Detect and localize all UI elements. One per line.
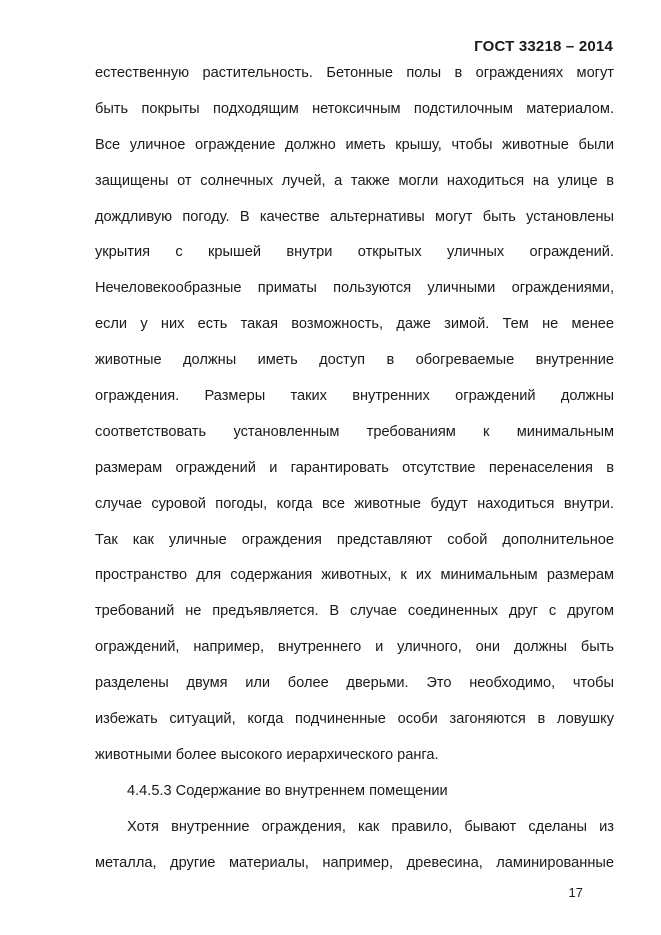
body-line: Все уличное ограждение должно иметь крышу, чтобы животные были xyxy=(95,136,614,153)
body-line: ограждений, например, внутреннего и уличного, они должны быть xyxy=(95,639,614,656)
page-number: 17 xyxy=(568,885,583,900)
body-line: быть покрыты подходящим нетоксичным подстилочным материалом. xyxy=(95,100,614,117)
body-line: если у них есть такая возможность, даже зимой. Тем не менее xyxy=(95,316,614,333)
body-line: Так как уличные ограждения представляют собой дополнительное xyxy=(95,531,614,548)
body-line: разделены двумя или более дверьми. Это необходимо, чтобы xyxy=(95,675,614,692)
body-line: требований не предъявляется. В случае соединенных друг с другом xyxy=(95,603,614,620)
body-line: естественную растительность. Бетонные полы в ограждениях могут xyxy=(95,65,614,81)
body-line: случае суровой погоды, когда все животные будут находиться внутри. xyxy=(95,495,614,512)
body-line: металла, другие материалы, например, древесина, ламинированные xyxy=(95,854,614,871)
body-line: укрытия с крышей внутри открытых уличных ограждений. xyxy=(95,244,614,261)
body-line: ограждения. Размеры таких внутренних ограждений должны xyxy=(95,388,614,405)
section-heading: 4.4.5.3 Содержание во внутреннем помещении xyxy=(127,782,448,799)
body-line: избежать ситуаций, когда подчиненные особи загоняются в ловушку xyxy=(95,711,614,728)
document-body xyxy=(95,62,614,887)
body-line: Нечеловекообразные приматы пользуются уличными ограждениями, xyxy=(95,280,614,297)
body-line: животные должны иметь доступ в обогреваемые внутренние xyxy=(95,352,614,369)
body-line: животными более высокого иерархического ранга. xyxy=(95,746,439,763)
document-header: ГОСТ 33218 – 2014 xyxy=(474,38,613,55)
body-line: защищены от солнечных лучей, а также могли находиться на улице в xyxy=(95,172,614,189)
body-line: соответствовать установленным требованиям к минимальным xyxy=(95,423,614,440)
body-line: Хотя внутренние ограждения, как правило, бывают сделаны из xyxy=(127,818,614,835)
body-line: дождливую погоду. В качестве альтернативы могут быть установлены xyxy=(95,208,614,225)
body-line: размерам ограждений и гарантировать отсутствие перенаселения в xyxy=(95,459,614,476)
body-line: пространство для содержания животных, к их минимальным размерам xyxy=(95,567,614,584)
